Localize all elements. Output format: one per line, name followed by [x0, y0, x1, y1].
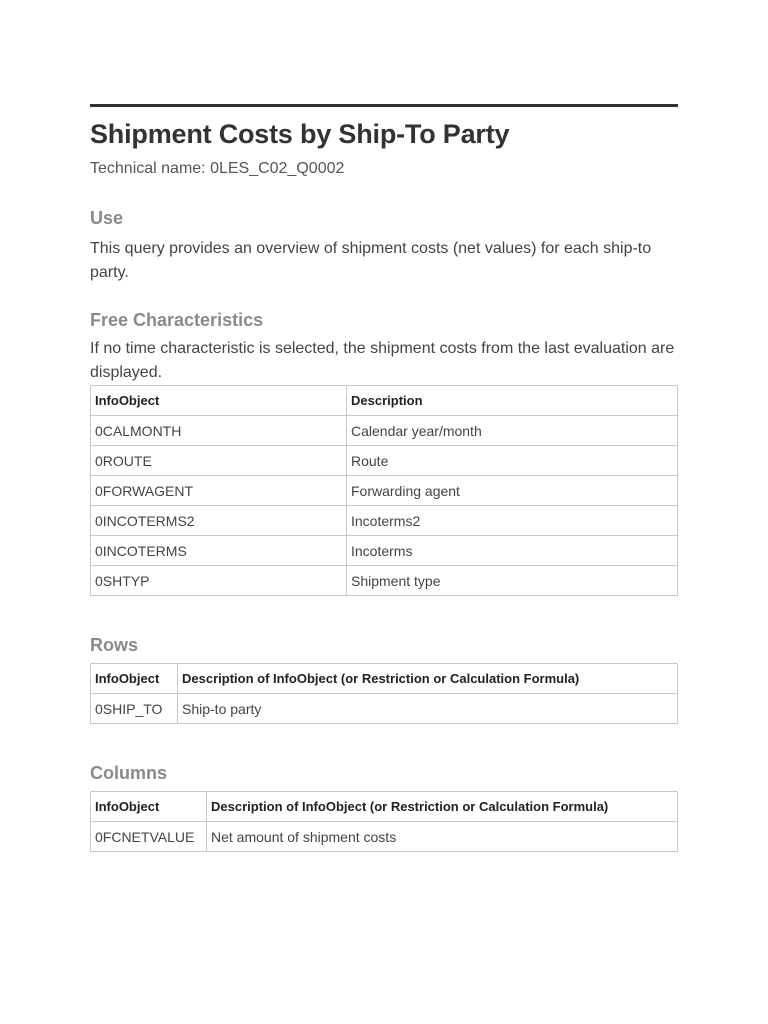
- free-characteristics-text: If no time characteristic is selected, the shipment costs from the last evaluation are displayed.: [90, 340, 675, 381]
- table-row: [91, 822, 678, 852]
- description-cell: Incoterms: [347, 536, 678, 566]
- infoobject-cell: 0INCOTERMS: [91, 536, 347, 566]
- document-page: [90, 104, 678, 852]
- technical-name: Technical name: 0LES_C02_Q0002: [90, 160, 345, 177]
- infoobject-cell: 0INCOTERMS2: [91, 506, 347, 536]
- table-header-row: [91, 386, 678, 416]
- column-header-description: Description: [347, 386, 678, 416]
- free-characteristics-heading: Free Characteristics: [90, 310, 264, 330]
- table-row: [91, 506, 678, 536]
- description-cell: Route: [347, 446, 678, 476]
- table-row: [91, 446, 678, 476]
- column-header-infoobject: InfoObject: [91, 664, 178, 694]
- table-row: [91, 536, 678, 566]
- columns-table: [90, 791, 678, 852]
- description-cell: Shipment type: [347, 566, 678, 596]
- description-cell: Calendar year/month: [347, 416, 678, 446]
- description-cell: Incoterms2: [347, 506, 678, 536]
- table-row: [91, 476, 678, 506]
- infoobject-cell: 0CALMONTH: [91, 416, 347, 446]
- infoobject-cell: 0FORWAGENT: [91, 476, 347, 506]
- infoobject-cell: 0FCNETVALUE: [91, 822, 207, 852]
- table-header-row: [91, 792, 678, 822]
- table-row: [91, 416, 678, 446]
- column-header-infoobject: InfoObject: [91, 386, 347, 416]
- column-header-description: Description of InfoObject (or Restriction or Calculation Formula): [207, 792, 678, 822]
- title-rule: [90, 104, 678, 107]
- column-header-infoobject: InfoObject: [91, 792, 207, 822]
- table-row: [91, 694, 678, 724]
- description-cell: Forwarding agent: [347, 476, 678, 506]
- use-text: This query provides an overview of shipment costs (net values) for each ship-to party.: [90, 240, 652, 281]
- description-cell: Ship-to party: [178, 694, 678, 724]
- infoobject-cell: 0SHIP_TO: [91, 694, 178, 724]
- infoobject-cell: 0SHTYP: [91, 566, 347, 596]
- table-row: [91, 566, 678, 596]
- rows-table: [90, 663, 678, 724]
- rows-heading: Rows: [90, 635, 139, 655]
- description-cell: Net amount of shipment costs: [207, 822, 678, 852]
- table-header-row: [91, 664, 678, 694]
- columns-heading: Columns: [90, 763, 168, 783]
- free-characteristics-table: [90, 385, 678, 596]
- page-title: Shipment Costs by Ship-To Party: [90, 119, 510, 149]
- column-header-description: Description of InfoObject (or Restriction or Calculation Formula): [178, 664, 678, 694]
- use-heading: Use: [90, 208, 124, 228]
- infoobject-cell: 0ROUTE: [91, 446, 347, 476]
